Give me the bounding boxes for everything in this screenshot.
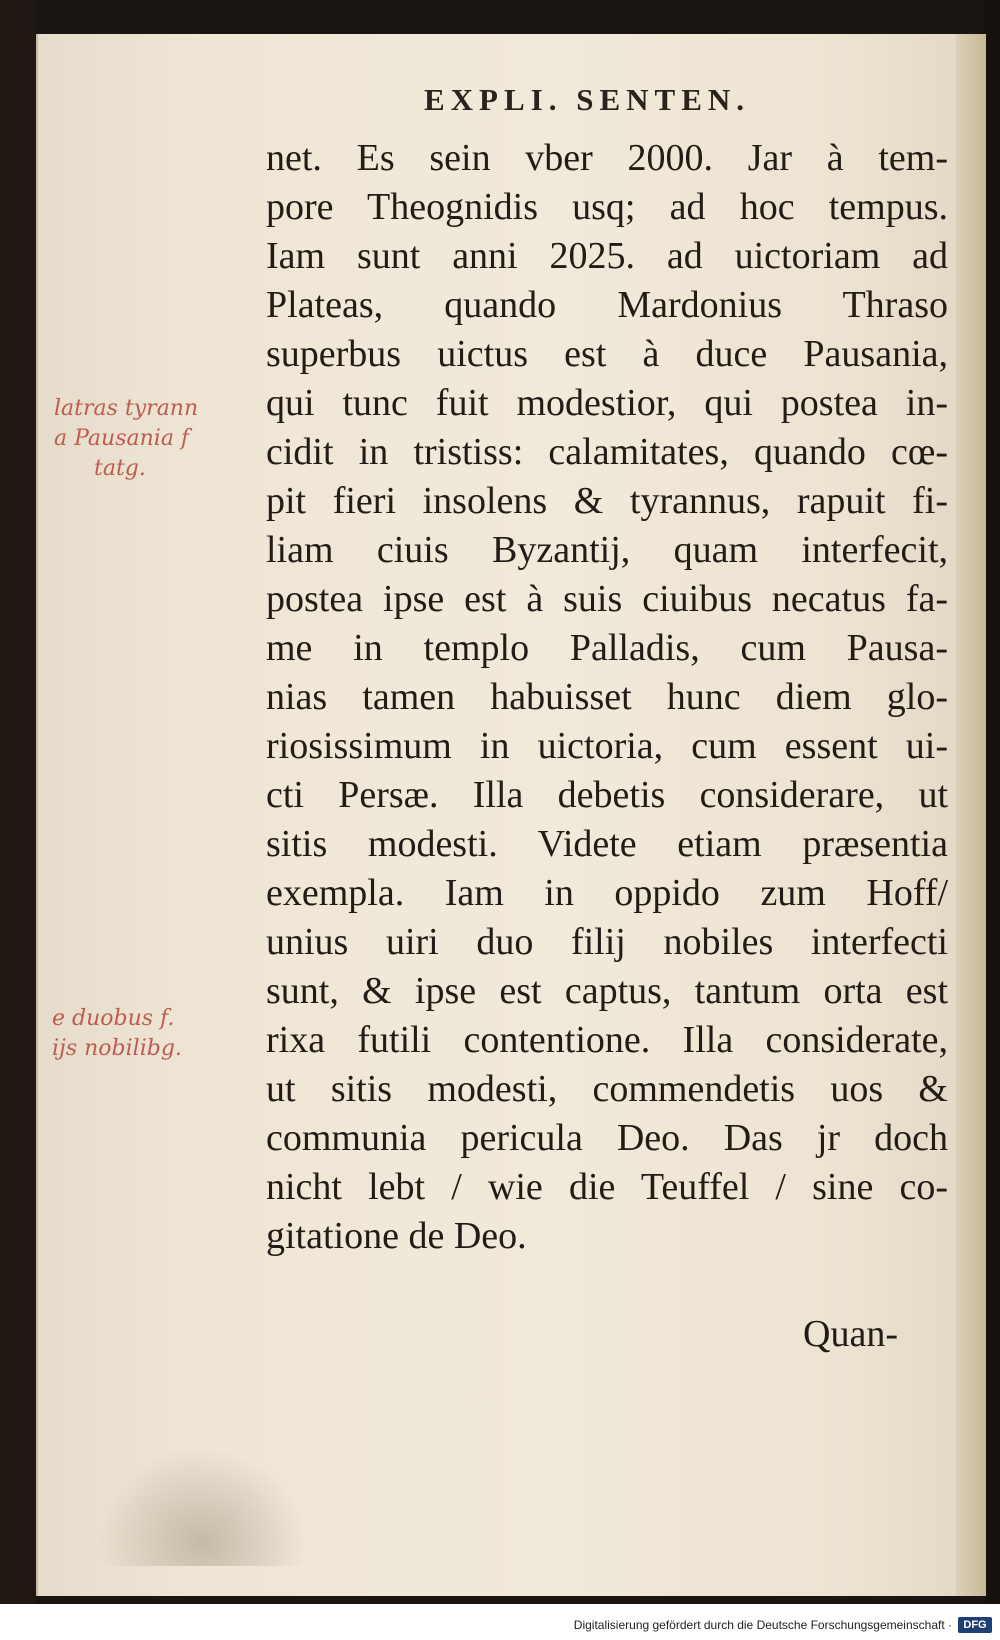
text-line: pit fieri insolens & tyrannus, rapuit fi- — [266, 480, 948, 522]
marginal-line: tatg. — [94, 456, 146, 481]
book-cover-edge — [0, 0, 36, 1640]
text-line: me in templo Palladis, cum Pausa- — [266, 627, 948, 669]
book-page — [36, 34, 986, 1596]
text-line: cidit in tristiss: calamitates, quando cœ- — [266, 431, 948, 473]
funding-credit: Digitalisierung gefördert durch die Deutsche Forschungsgemeinschaft · — [573, 1618, 952, 1632]
text-line: exempla. Iam in oppido zum Hoff/ — [266, 872, 948, 914]
body-text — [266, 134, 948, 1261]
marginal-line: ijs nobilibg. — [52, 1036, 182, 1061]
marginal-note-2 — [52, 1004, 182, 1064]
book-spine-edge — [984, 0, 1000, 1640]
marginal-line: latras tyrann — [54, 396, 199, 421]
text-line: unius uiri duo filij nobiles interfecti — [266, 921, 948, 963]
text-line: superbus uictus est à duce Pausania, — [266, 333, 948, 375]
text-line: nicht lebt / wie die Teuffel / sine co- — [266, 1166, 948, 1208]
text-line: Iam sunt anni 2025. ad uictoriam ad — [266, 235, 948, 277]
text-line: Plateas, quando Mardonius Thraso — [266, 284, 948, 326]
text-line: sunt, & ipse est captus, tantum orta est — [266, 970, 948, 1012]
text-line: ut sitis modesti, commendetis uos & — [266, 1068, 948, 1110]
dfg-logo: DFG — [958, 1617, 992, 1633]
running-head: EXPLI. SENTEN. — [423, 82, 751, 117]
text-line: liam ciuis Byzantij, quam interfecit, — [266, 529, 948, 571]
footer-bar — [0, 1604, 1000, 1640]
marginal-line: a Pausania f — [54, 426, 190, 451]
text-line: qui tunc fuit modestior, qui postea in- — [266, 382, 948, 424]
page-fore-edge — [956, 34, 986, 1596]
text-line: communia pericula Deo. Das jr doch — [266, 1117, 948, 1159]
text-line: gitatione de Deo. — [266, 1215, 527, 1257]
marginal-note-1 — [54, 394, 198, 484]
text-line: rixa futili contentione. Illa considerate, — [266, 1019, 948, 1061]
text-line: riosissimum in uictoria, cum essent ui- — [266, 725, 948, 767]
text-line: net. Es sein vber 2000. Jar à tem- — [266, 137, 948, 179]
text-line: cti Persæ. Illa debetis considerare, ut — [266, 774, 948, 816]
text-line: postea ipse est à suis ciuibus necatus fa- — [266, 578, 948, 620]
paper-stain — [98, 1446, 308, 1566]
catchword: Quan- — [803, 1313, 898, 1355]
marginal-line: e duobus f. — [52, 1006, 175, 1031]
text-line: nias tamen habuisset hunc diem glo- — [266, 676, 948, 718]
text-line: pore Theognidis usq; ad hoc tempus. — [266, 186, 948, 228]
text-line: sitis modesti. Videte etiam præsentia — [266, 823, 948, 865]
